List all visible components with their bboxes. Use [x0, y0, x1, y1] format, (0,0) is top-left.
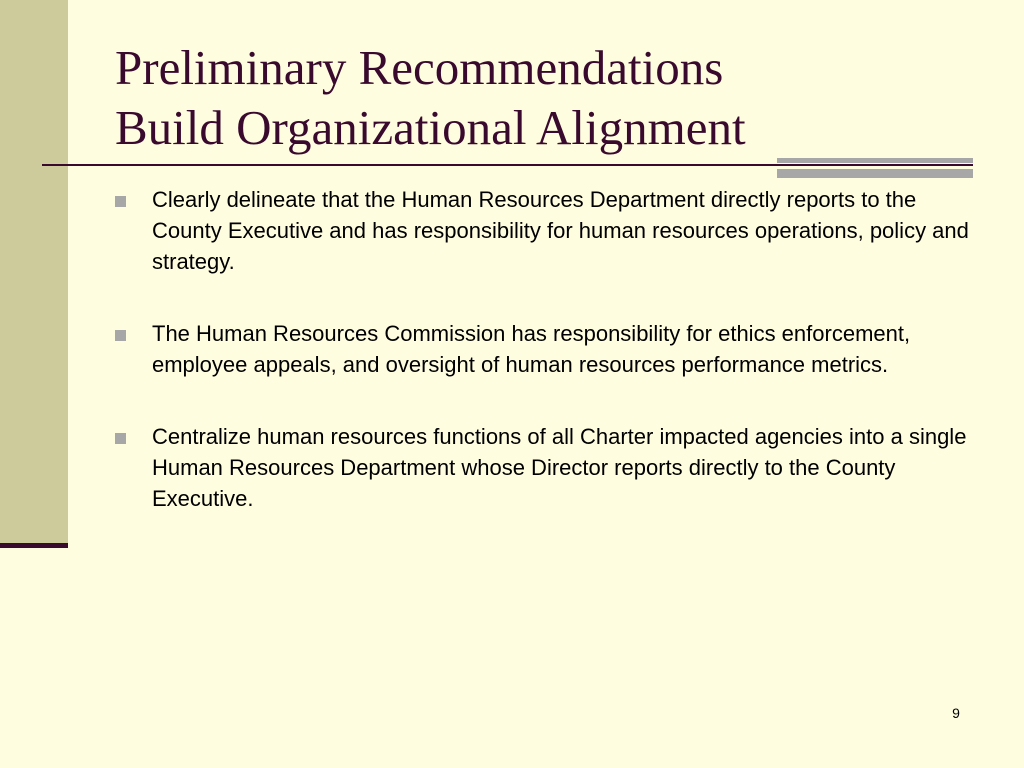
- bullet-text: The Human Resources Commission has responsibility for ethics enforcement, employee appeals, and oversight of human resources performance metrics.: [152, 321, 911, 377]
- title-divider-line: [42, 164, 973, 166]
- square-bullet-icon: [115, 196, 126, 207]
- square-bullet-icon: [115, 433, 126, 444]
- slide-title: [115, 38, 746, 158]
- bullet-item: [115, 184, 975, 277]
- title-line-2: Build Organizational Alignment: [115, 100, 746, 155]
- bullet-item: [115, 318, 975, 380]
- gray-accent-bar-top: [777, 158, 973, 163]
- bullet-list: [115, 184, 975, 555]
- bullet-text: Clearly delineate that the Human Resources Department directly reports to the County Executive and has responsibility for human resources operations, policy and strategy.: [152, 187, 969, 274]
- title-line-1: Preliminary Recommendations: [115, 40, 724, 95]
- gray-accent-bar-bottom: [777, 169, 973, 178]
- left-decorative-band: [0, 0, 68, 545]
- left-band-underline: [0, 543, 68, 548]
- bullet-item: [115, 421, 975, 514]
- page-number: 9: [952, 705, 960, 721]
- square-bullet-icon: [115, 330, 126, 341]
- bullet-text: Centralize human resources functions of all Charter impacted agencies into a single Human Resources Department whose Director reports directly to the County Executive.: [152, 424, 967, 511]
